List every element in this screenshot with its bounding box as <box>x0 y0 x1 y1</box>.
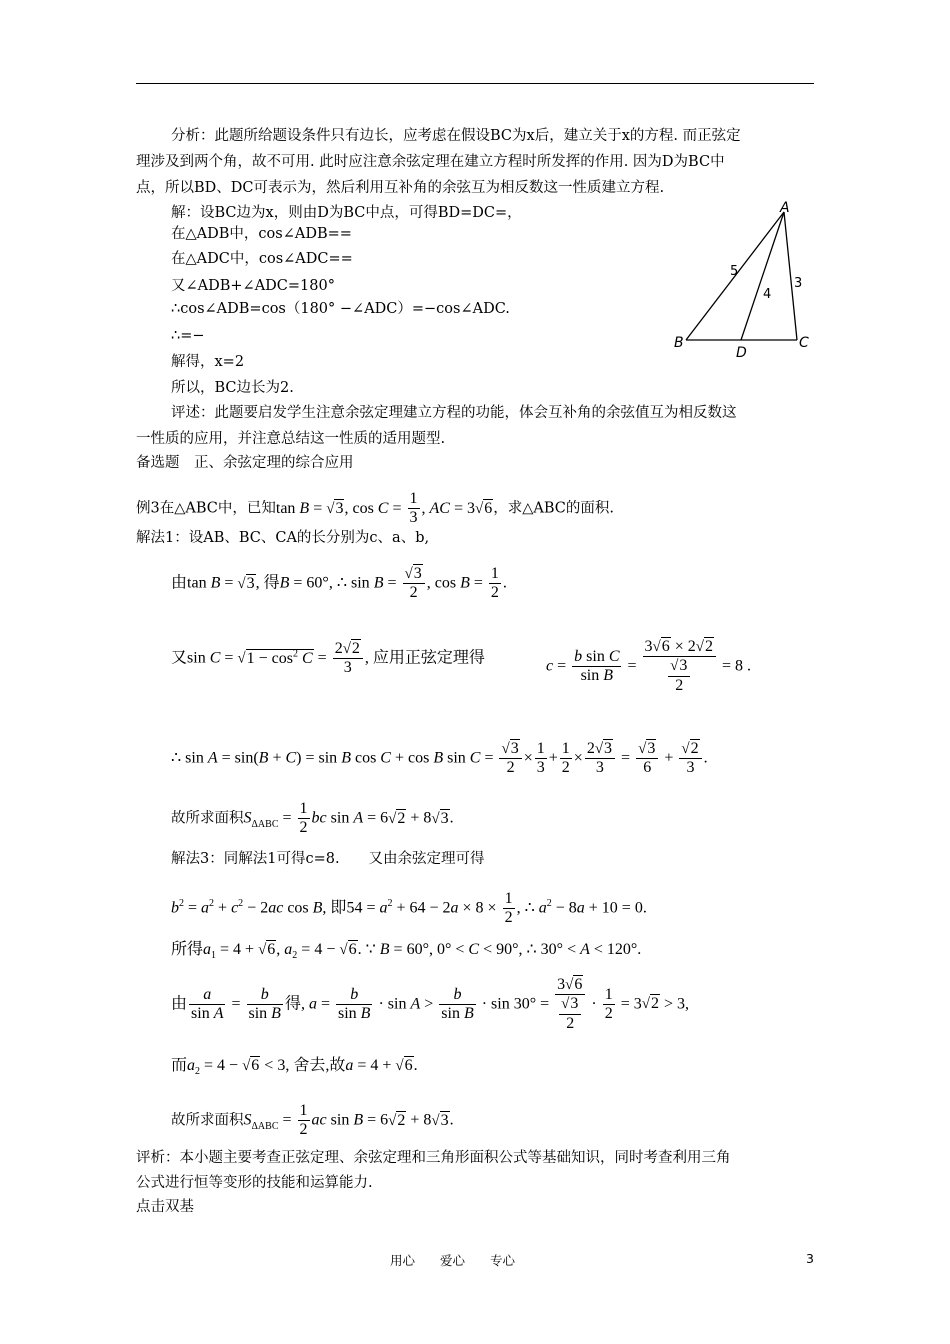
label-C: C <box>799 335 809 351</box>
text-get-2: 得 <box>284 995 301 1013</box>
analysis-line-2: 理涉及到两个角，故不可用. 此时应注意余弦定理在建立方程时所发挥的作用. 因为D为BC中 <box>136 154 725 170</box>
example-prefix: 例3在△ABC中，已知 <box>136 500 276 517</box>
text-and: 又 <box>171 649 188 667</box>
formula-roots: 所得$a_1 = 4 + √6$, $a_2 = 4 - √6$. ∵ B = 60°, 0° < C < 90°, ∴ 30° < A < 120°. <box>171 941 642 962</box>
label-side-4: 4 <box>763 287 772 302</box>
segment-AD <box>741 212 784 340</box>
header-rule <box>136 83 814 84</box>
text-since: 即 <box>330 899 347 917</box>
solution-line-3: 在△ADC中，cos∠ADC== <box>171 251 353 267</box>
solution-line-7: 解得，x=2 <box>171 354 245 370</box>
formula-tanB: 由tan B = √3, 得B = 60°, ∴ sin B = $\frac{√3}{2}$ , cos B = $\frac{1}{2}$ . <box>171 565 507 602</box>
area-label-2: 故所求面积 <box>171 1112 244 1129</box>
label-B: B <box>674 335 684 351</box>
area-label-1: 故所求面积 <box>171 810 244 827</box>
formula-sine-law: 由 $\frac{a}{\text{sin A}}$ = $\frac{b}{\text{sin B}}$ 得, a = $\frac{b}{\text{sin B}}$ · sin A > $\frac{b}{\text{sin B}}$ · sin 30° = $\frac{3√6}{\frac{√3}{2}}$ · $\frac{1}{2}$ = 3√2 > 3, <box>171 976 689 1032</box>
alt-title: 备选题 正、余弦定理的综合应用 <box>136 455 354 471</box>
label-side-5: 5 <box>730 264 739 279</box>
text-get: 得 <box>263 574 280 592</box>
formula-area-1: 故所求面积$S_{\Delta ABC}$ = $\frac{1}{2}$ bc sin A = 6√2 + 8√3. <box>171 800 454 837</box>
label-A: A <box>780 200 790 216</box>
formula-sinA: ∴ sin A = sin(B + C) = sin B cos C + cos B sin C = $\frac{√3}{2}$ × $\frac{1}{3}$ + $\frac{1}{2}$ × $\frac{2√3}{3}$ = $\frac{√3}{6}$ + $\frac{√2}{3}$ . <box>171 740 708 777</box>
text-by-2: 由 <box>171 995 188 1013</box>
comment-line-1: 评述：此题要启发学生注意余弦定理建立方程的功能，体会互补角的余弦值互为相反数这 <box>171 405 737 421</box>
solution-line-1: 解：设BC边为x，则由D为BC中点，可得BD=DC=， <box>171 205 522 221</box>
comment-line-2: 一性质的应用，并注意总结这一性质的适用题型. <box>136 431 446 447</box>
analysis-line-3: 点，所以BD、DC可表示为，然后利用互补角的余弦互为相反数这一性质建立方程. <box>136 180 665 196</box>
final-comment-line-2: 公式进行恒等变形的技能和运算能力. <box>136 1175 373 1191</box>
solution-line-2: 在△ADB中，cos∠ADB== <box>171 226 352 242</box>
analysis-line-1: 分析：此题所给题设条件只有边长，应考虑在假设BC为x后，建立关于x的方程. 而正弦定 <box>171 128 741 144</box>
solution-line-4: 又∠ADB+∠ADC=180° <box>171 278 335 294</box>
formula-c: c = $\frac{\text{b sin C}}{\text{sin B}}$ = $\frac{3√6 \times 2√2}{\frac{√3}{2}}$ = 8 . <box>546 638 752 694</box>
page-number: 3 <box>806 1251 814 1266</box>
formula-sinC: 又$\sin C = √1 - \cos^2 C$ = $\frac{2√2}{3}$ , 应用正弦定理得 <box>171 640 485 677</box>
method-3: 解法3：同解法1可得c=8. 又由余弦定理可得 <box>171 851 485 867</box>
text-apply: 应用正弦定理得 <box>372 649 485 667</box>
text-discard: 舍去,故 <box>293 1057 346 1074</box>
solution-line-5: ∴cos∠ADB=cos（180° −∠ADC）=−cos∠ADC. <box>171 301 510 317</box>
footer-words: 用心 爱心 专心 <box>390 1253 516 1268</box>
triangle-figure <box>670 198 820 360</box>
solution-line-8: 所以，BC边长为2. <box>171 380 294 396</box>
section-next: 点击双基 <box>136 1199 194 1215</box>
formula-cosine-law: $b^2 = a^2 + c^2 - 2ac$ cos B, 即$54 = a^2 + 64 - 2a \times 8$ × $\frac{1}{2}$ , ∴ $a^2 - 8a + 10 = 0$. <box>171 890 647 927</box>
example-3: 例3在△ABC中，已知tan B = √3, cos C = $\frac{1}{3}$ , AC = 3√6，求△ABC的面积. <box>136 490 614 527</box>
final-comment-line-1: 评析：本小题主要考查正弦定理、余弦定理和三角形面积公式等基础知识，同时考查利用三角 <box>136 1150 731 1166</box>
label-D: D <box>736 345 747 360</box>
text-by: 由 <box>171 574 188 592</box>
formula-discard: 而$a_2 = 4 - √6 < 3$, 舍去,故a = 4 + √6. <box>171 1057 418 1078</box>
text-so: 所得 <box>171 941 204 958</box>
formula-area-2: 故所求面积$S_{\Delta ABC}$ = $\frac{1}{2}$ ac sin B = 6√2 + 8√3. <box>171 1102 454 1139</box>
solution-line-6: ∴=− <box>171 328 205 344</box>
label-side-3: 3 <box>794 276 803 291</box>
method-1: 解法1：设AB、BC、CA的长分别为c、a、b, <box>136 530 430 546</box>
text-while: 而 <box>171 1057 188 1074</box>
example-suffix: ，求△ABC的面积. <box>493 500 614 517</box>
